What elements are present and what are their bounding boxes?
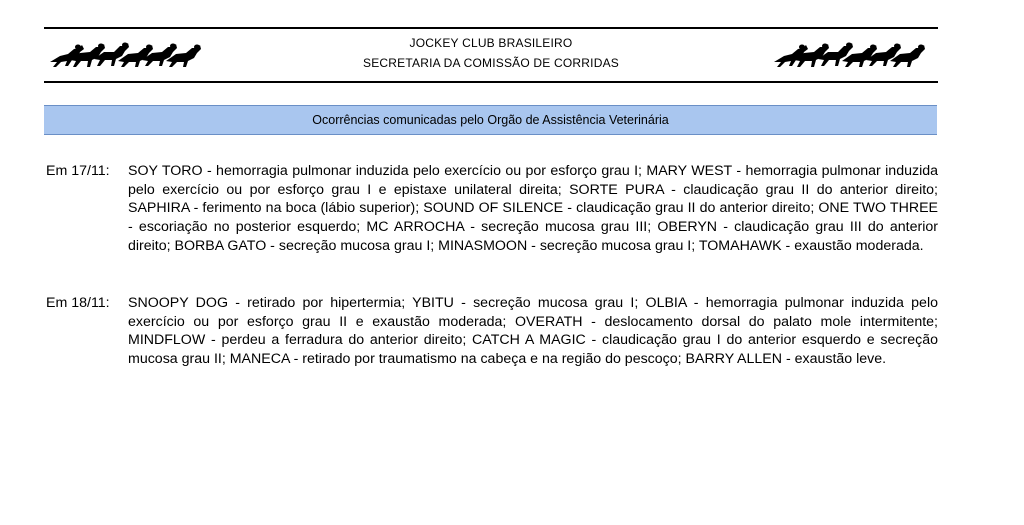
- entry-text: SOY TORO - hemorragia pulmonar induzida pelo exercício ou por esforço grau I; MARY WEST - hemorragia pulmonar induzida pelo exercício ou por esforço grau I e epistaxe unilateral direita; SORTE PURA - claudicação grau II do anterior direito; SAPHIRA - ferimento na boca (lábio superior); SOUND OF SILENCE - claudicação grau II do anterior direito; ONE TWO THREE - escoriação no posterior esquerdo; MC ARROCHA - secreção mucosa grau III; OBERYN - claudicação grau III do anterior direito; BORBA GATO - secreção mucosa grau I; MINASMOON - secreção mucosa grau I; TOMAHAWK - exaustão moderada.: [128, 163, 938, 254]
- department-name: SECRETARIA DA COMISSÃO DE CORRIDAS: [363, 56, 619, 70]
- entry-text: SNOOPY DOG - retirado por hipertermia; YBITU - secreção mucosa grau I; OLBIA - hemorragia pulmonar induzida pelo exercício ou por esforço grau II e exaustão moderada; OVERATH - deslocamento dorsal do palato mole intermitente; MINDFLOW - perdeu a ferradura do anterior direito; CATCH A MAGIC - claudicação grau I do anterior esquerdo e secreção mucosa grau II; MANECA - retirado por traumatismo na cabeça e na região do pescoço; BARRY ALLEN - exaustão leve.: [128, 295, 938, 368]
- entry-date: Em 17/11:: [46, 163, 110, 179]
- section-title: Ocorrências comunicadas pelo Orgão de Assistência Veterinária: [312, 113, 669, 127]
- entry-date: Em 18/11:: [46, 295, 110, 311]
- header-bottom-rule: [44, 81, 938, 83]
- occurrence-entry: [46, 162, 938, 256]
- header-top-rule: [44, 27, 938, 29]
- section-banner: [44, 105, 937, 135]
- club-name: JOCKEY CLUB BRASILEIRO: [409, 36, 573, 50]
- racing-horses-icon: [772, 40, 937, 70]
- occurrence-entry: [46, 294, 938, 369]
